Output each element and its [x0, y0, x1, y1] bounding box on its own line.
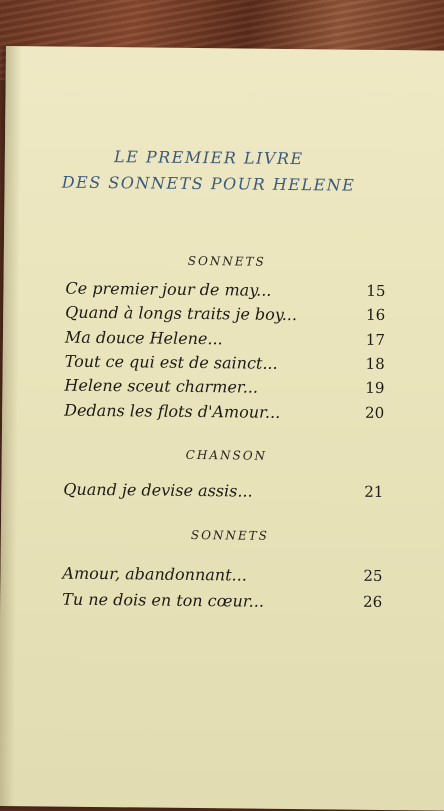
toc-entry-page: 26: [363, 592, 383, 611]
toc-entry[interactable]: [64, 376, 384, 403]
toc-entry-page: 21: [364, 482, 384, 501]
toc-entry-title: Tu ne dois en ton cœur...: [62, 589, 265, 611]
page-title: LE PREMIER LIVRE: [113, 147, 304, 169]
toc-entry[interactable]: [65, 279, 385, 306]
toc-entry-title: Helene sceut charmer...: [64, 375, 259, 397]
toc-entry-title: Amour, abandonnant...: [62, 563, 247, 585]
section-heading-sonnets: SONNETS: [187, 253, 266, 269]
toc-entry-title: Quand je devise assis...: [63, 479, 253, 501]
toc-entry-title: Quand à longs traits je boy...: [65, 302, 298, 325]
toc-entry-page: 18: [365, 354, 385, 373]
page-subtitle: DES SONNETS POUR HELENE: [61, 172, 356, 195]
toc-entry-page: 20: [364, 403, 385, 422]
toc-entry[interactable]: [65, 303, 385, 330]
toc-entry[interactable]: [62, 590, 382, 617]
toc-entry-page: 25: [363, 566, 383, 585]
toc-entry[interactable]: [63, 480, 383, 507]
toc-entry-title: Ce premier jour de may...: [65, 278, 272, 300]
toc-entry[interactable]: [62, 564, 382, 591]
section-heading-chanson: CHANSON: [185, 447, 268, 463]
toc-entry-page: 16: [366, 305, 386, 324]
toc-entry-page: 15: [366, 281, 386, 300]
toc-entry-title: Dedans les flots d'Amour...: [64, 400, 281, 422]
toc-entry[interactable]: [65, 328, 385, 355]
toc-entry-title: Tout ce qui est de sainct...: [64, 351, 278, 373]
toc-entry[interactable]: [64, 401, 384, 428]
toc-entry-title: Ma douce Helene...: [64, 327, 223, 349]
book-page: [0, 46, 444, 811]
toc-entry-page: 19: [365, 378, 385, 397]
section-heading-sonnets: SONNETS: [190, 527, 270, 543]
toc-entry-page: 17: [365, 330, 386, 349]
toc-entry[interactable]: [65, 352, 385, 379]
